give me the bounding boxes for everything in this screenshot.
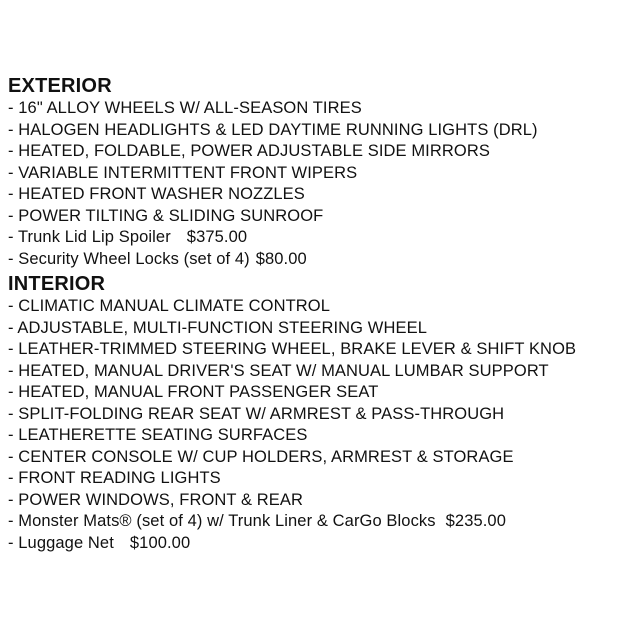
option-label: - Security Wheel Locks (set of 4)	[8, 249, 250, 268]
interior-feature-item: - HEATED, MANUAL FRONT PASSENGER SEAT	[8, 383, 379, 401]
exterior-feature-list	[8, 98, 636, 270]
option-price: $100.00	[129, 533, 191, 552]
option-price: $375.00	[186, 228, 248, 246]
feature-sheet	[8, 74, 636, 554]
exterior-section	[8, 74, 636, 270]
option-price: $80.00	[255, 249, 307, 268]
option-label: - Trunk Lid Lip Spoiler	[8, 228, 171, 246]
interior-feature-item: - SPLIT-FOLDING REAR SEAT W/ ARMREST & PASS-THROUGH	[8, 404, 505, 423]
interior-feature-item: - LEATHER-TRIMMED STEERING WHEEL, BRAKE LEVER & SHIFT KNOB	[8, 340, 577, 358]
exterior-feature-item: - 16" ALLOY WHEELS W/ ALL-SEASON TIRES	[8, 99, 362, 117]
interior-section	[8, 272, 636, 554]
option-label: - Luggage Net	[8, 533, 114, 552]
interior-feature-item: - HEATED, MANUAL DRIVER'S SEAT W/ MANUAL LUMBAR SUPPORT	[8, 361, 549, 380]
exterior-option-item	[8, 227, 636, 249]
option-label: - Monster Mats® (set of 4) w/ Trunk Liner & CarGo Blocks	[8, 512, 436, 530]
exterior-option-item	[8, 249, 636, 271]
exterior-feature-item: - HEATED, FOLDABLE, POWER ADJUSTABLE SIDE MIRRORS	[8, 142, 490, 160]
interior-feature-item: - ADJUSTABLE, MULTI-FUNCTION STEERING WHEEL	[8, 318, 427, 337]
exterior-feature-item: - HEATED FRONT WASHER NOZZLES	[8, 185, 305, 203]
interior-feature-item: - FRONT READING LIGHTS	[8, 469, 221, 487]
exterior-feature-item: - HALOGEN HEADLIGHTS & LED DAYTIME RUNNING LIGHTS (DRL)	[8, 120, 538, 139]
interior-feature-item: - CLIMATIC MANUAL CLIMATE CONTROL	[8, 297, 331, 315]
interior-feature-item: - LEATHERETTE SEATING SURFACES	[8, 426, 308, 444]
interior-feature-list	[8, 296, 636, 554]
exterior-heading: EXTERIOR	[8, 75, 112, 97]
option-price: $235.00	[445, 512, 506, 530]
interior-heading: INTERIOR	[8, 273, 106, 295]
exterior-feature-item: - VARIABLE INTERMITTENT FRONT WIPERS	[8, 163, 358, 182]
interior-option-item	[8, 511, 636, 533]
interior-option-item	[8, 533, 636, 555]
interior-feature-item: - CENTER CONSOLE W/ CUP HOLDERS, ARMREST & STORAGE	[8, 447, 514, 466]
interior-feature-item: - POWER WINDOWS, FRONT & REAR	[8, 490, 304, 509]
exterior-feature-item: - POWER TILTING & SLIDING SUNROOF	[8, 206, 324, 225]
